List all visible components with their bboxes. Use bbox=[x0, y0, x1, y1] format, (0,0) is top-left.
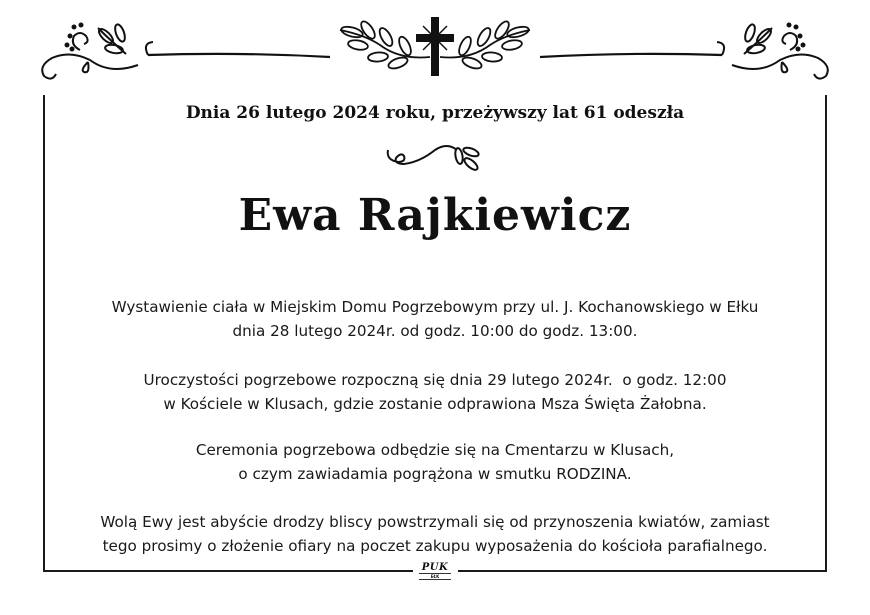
paragraph-line: Wolą Ewy jest abyście drodzy bliscy powstrzymali się od przynoszenia kwiatów, zamiast bbox=[100, 513, 770, 531]
burial-paragraph bbox=[45, 438, 825, 486]
top-ornament-border bbox=[0, 0, 870, 100]
paragraph-line: o czym zawiadamia pogrążona w smutku RODZINA. bbox=[238, 465, 632, 483]
deceased-name: Ewa Rajkiewicz bbox=[238, 190, 632, 241]
logo-sub-text: EŁK bbox=[419, 573, 451, 580]
paragraph-line: tego prosimy o złożenie ofiary na poczet zakupu wyposażenia do kościoła parafialnego. bbox=[102, 537, 768, 555]
paragraph-line: Wystawienie ciała w Miejskim Domu Pogrzebowym przy ul. J. Kochanowskiego w Ełku bbox=[111, 298, 759, 316]
frame-bottom-border-right bbox=[458, 570, 827, 572]
paragraph-line: dnia 28 lutego 2024r. od godz. 10:00 do godz. 13:00. bbox=[232, 322, 638, 340]
wishes-paragraph bbox=[45, 510, 825, 558]
cross-with-laurel-icon bbox=[340, 17, 530, 76]
leaf-swirl-icon bbox=[385, 140, 485, 175]
paragraph-line: Ceremonia pogrzebowa odbędzie się na Cmentarzu w Klusach, bbox=[195, 441, 675, 459]
viewing-paragraph bbox=[45, 295, 825, 343]
paragraph-line: w Kościele w Klusach, gdzie zostanie odprawiona Msza Święta Żałobna. bbox=[163, 395, 707, 413]
logo-main-text: PUK bbox=[421, 562, 449, 573]
floral-flourish-icon-right bbox=[717, 23, 828, 79]
frame-bottom-border-left bbox=[43, 570, 413, 572]
paragraph-line: Uroczystości pogrzebowe rozpoczną się dnia 29 lutego 2024r. o godz. 12:00 bbox=[143, 371, 727, 389]
frame-right-border bbox=[825, 95, 827, 572]
puk-elk-logo bbox=[416, 563, 454, 583]
ceremony-paragraph bbox=[45, 368, 825, 416]
death-date-heading: Dnia 26 lutego 2024 roku, przeżywszy lat 61 odeszła bbox=[185, 103, 685, 123]
floral-flourish-icon-left bbox=[42, 23, 153, 78]
